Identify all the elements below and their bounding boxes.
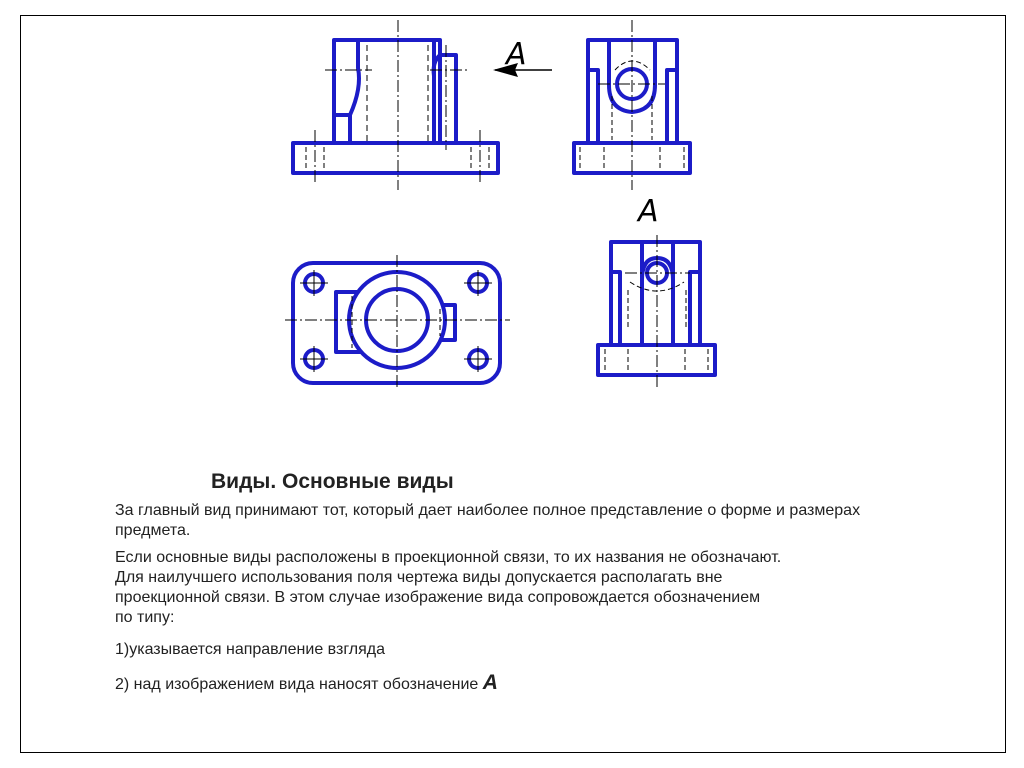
list-item-2-text: 2) над изображением вида наносят обозначение (115, 676, 483, 693)
list-item-1: 1)указывается направление взгляда (115, 641, 386, 658)
paragraph-main-view: За главный вид принимают тот, который дает наиболее полное представление о форме и размерах предмета. (115, 502, 861, 539)
front-view (293, 40, 498, 173)
paragraph-projection-line-3: проекционной связи. В этом случае изображение вида сопровождается обозначением (115, 589, 761, 606)
paragraph-projection-line-2: Для наилучшего использования поля чертежа виды допускается располагать вне (115, 569, 723, 586)
paragraph-projection-line-4: по типу: (115, 609, 175, 626)
slide-title: Виды. Основные виды (211, 470, 454, 493)
front-lug-curve (334, 40, 359, 115)
paragraph-projection-line-1: Если основные виды расположены в проекционной связи, то их названия не обозначают. (115, 549, 782, 566)
list-item-2 (115, 673, 895, 695)
view-label-arrow: A (506, 37, 527, 72)
front-side-lug (440, 55, 456, 143)
view-label-a: A (638, 194, 659, 229)
view-designation-letter: A (482, 671, 498, 694)
paragraph-projection (115, 548, 895, 628)
